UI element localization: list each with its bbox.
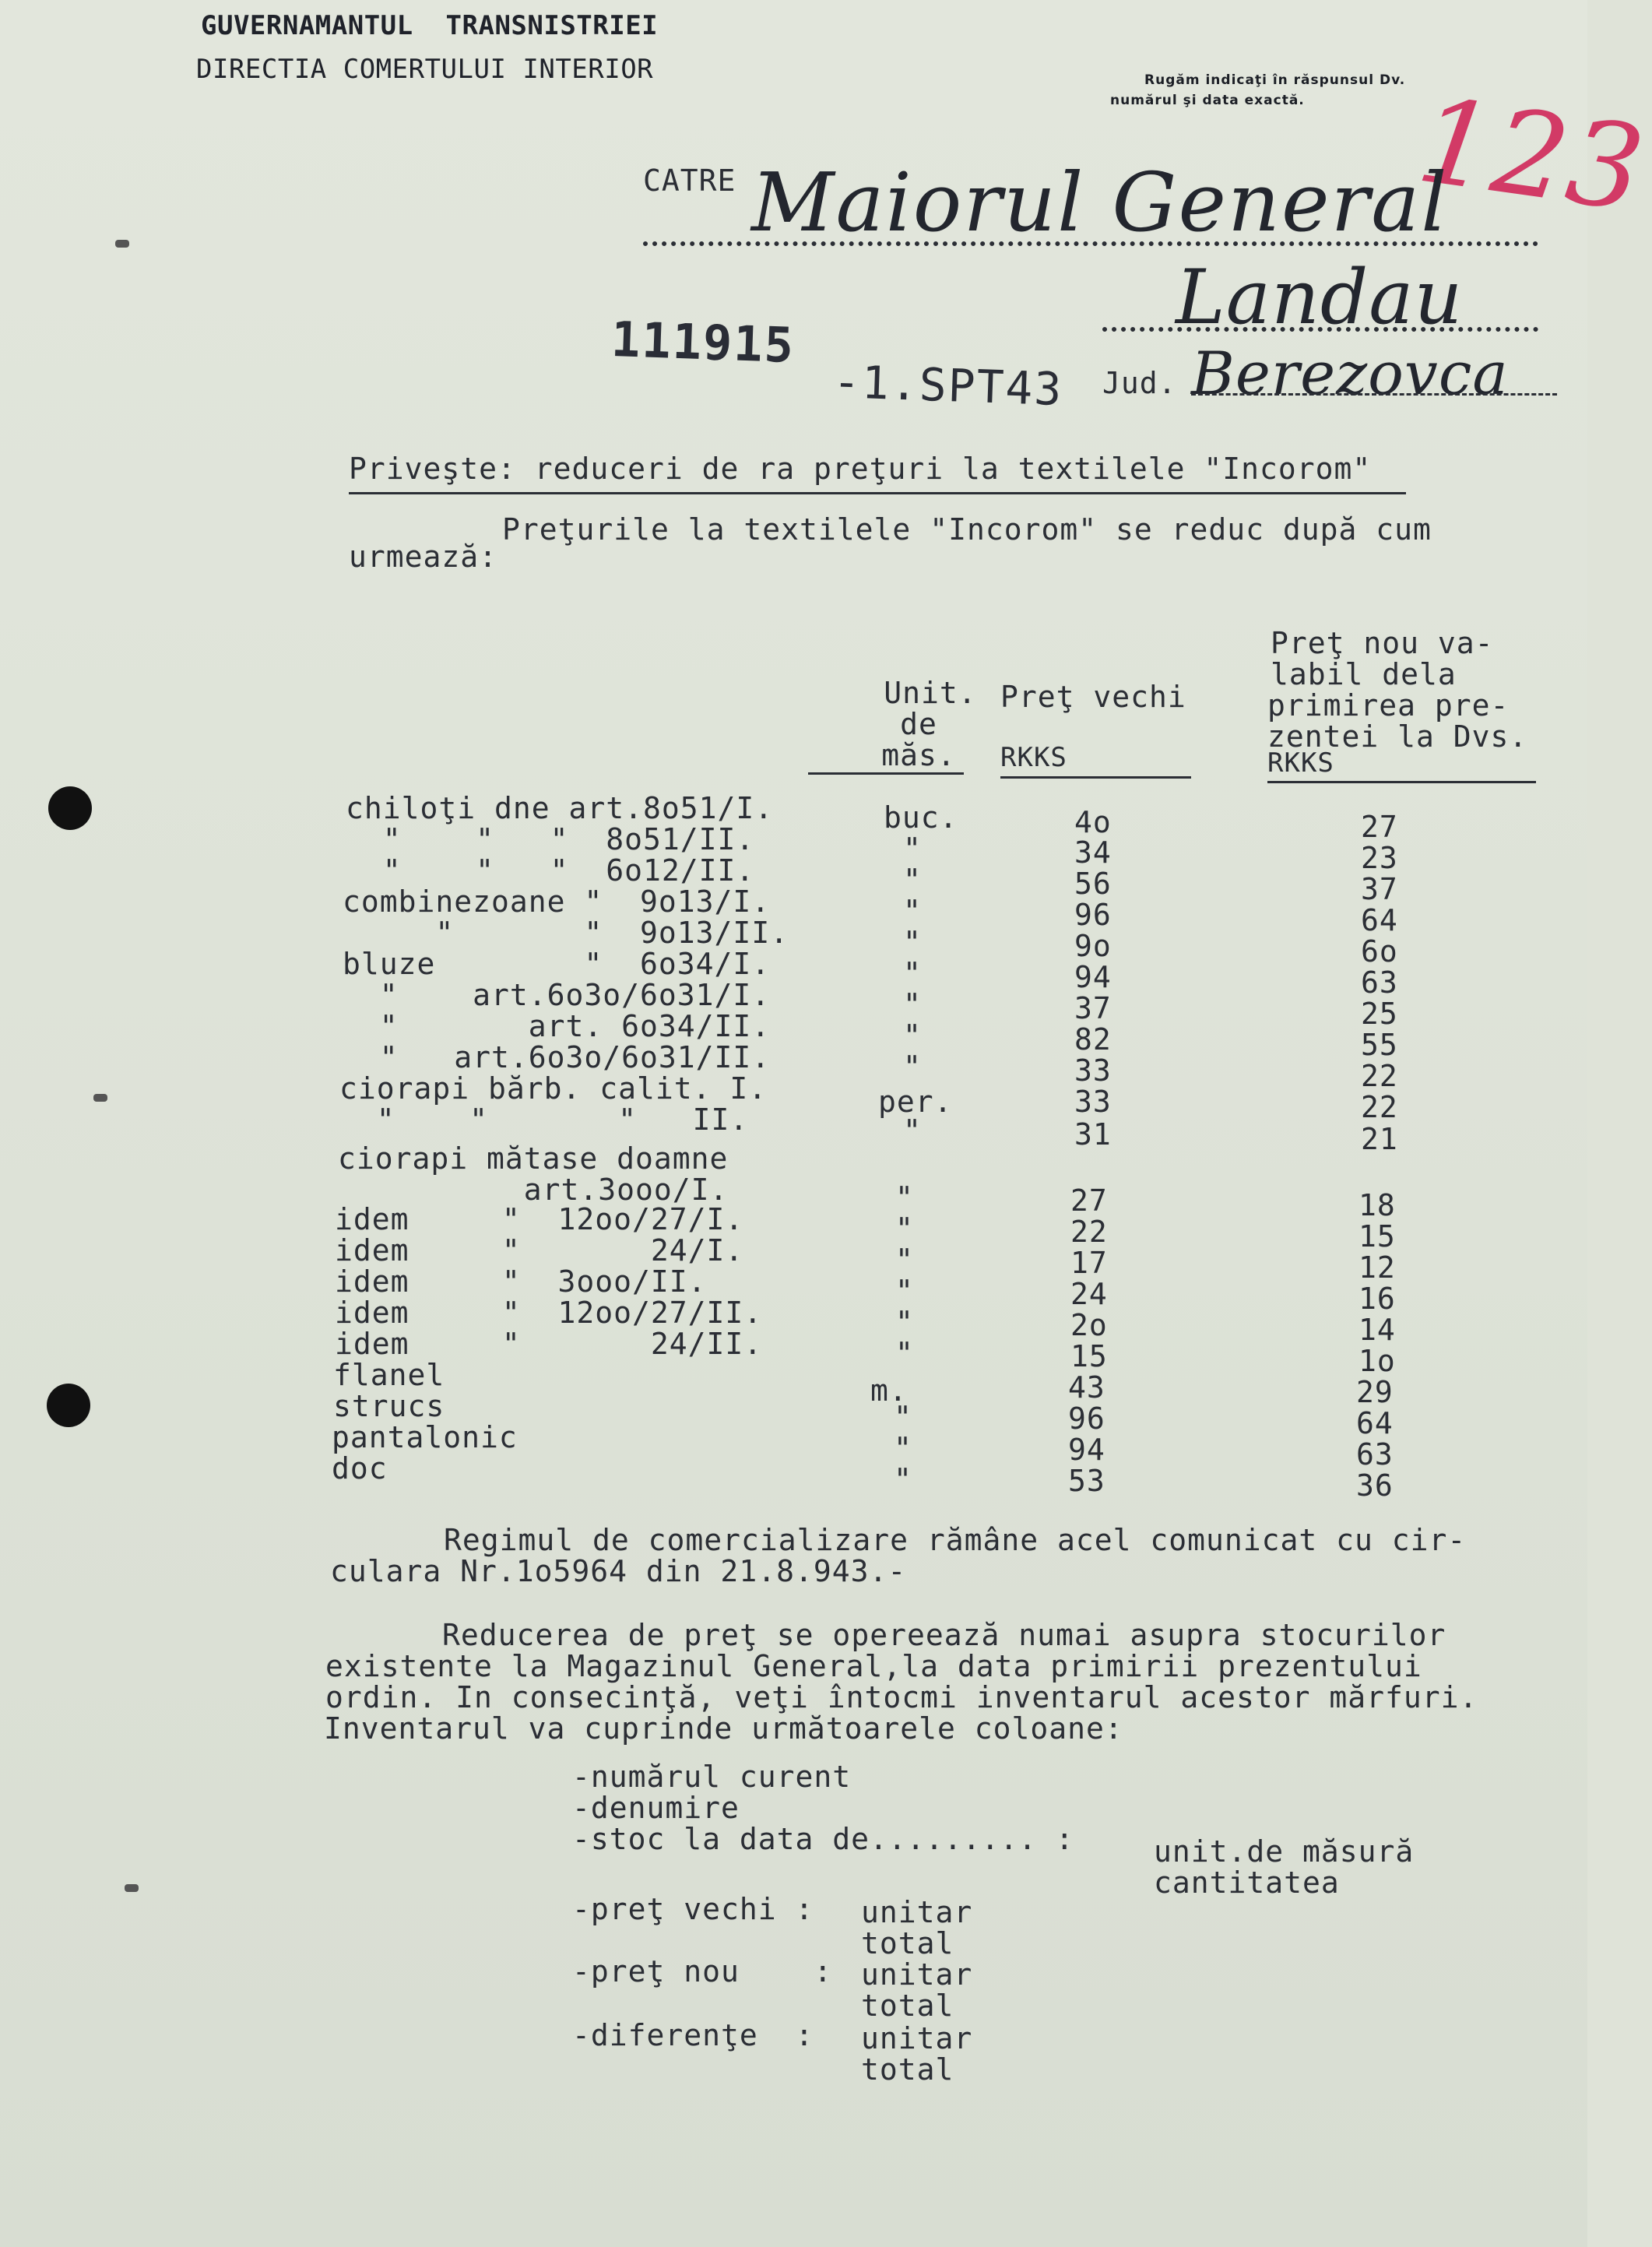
row-new: 6o [1361, 934, 1398, 969]
row-name: " art. 6o34/II. [343, 1009, 771, 1043]
row-name: " art.6o3o/6o31/II. [343, 1040, 771, 1074]
header-unit-underline [808, 772, 964, 775]
paragraph-2-line-1: Reducerea de preţ se opereează numai asupra stocurilor [442, 1618, 1446, 1652]
row-new: 12 [1359, 1250, 1396, 1285]
row-old: 33 [1074, 1085, 1112, 1119]
row-new: 25 [1361, 997, 1398, 1031]
header-new-1: Preţ nou va- [1271, 626, 1494, 660]
pret-vechi-unitar: unitar [861, 1895, 973, 1929]
row-unit: m. [870, 1373, 908, 1408]
row-unit: " [903, 1113, 922, 1148]
recipient-dotted-line-2 [1102, 327, 1538, 332]
header-line-2: DIRECTIA COMERTULUI INTERIOR [196, 54, 654, 85]
handwritten-number: 123 [1410, 72, 1652, 239]
header-unit-1: Unit. [884, 676, 977, 710]
diferente-unitar: unitar [861, 2021, 973, 2055]
paragraph-1-line-1: Regimul de comercializare rămâne acel comunicat cu cir- [444, 1523, 1467, 1557]
column-stoc-cantitate: cantitatea [1154, 1865, 1340, 1900]
row-old: 96 [1068, 1401, 1105, 1436]
row-unit: " [903, 863, 922, 897]
row-unit: " [903, 1018, 922, 1053]
row-new: 63 [1361, 965, 1398, 1000]
recipient-line-2: Landau [1176, 254, 1464, 341]
row-name: bluze " 6o34/I. [343, 947, 771, 981]
row-name: strucs [333, 1389, 445, 1423]
row-unit: " [895, 1243, 914, 1277]
column-denumire: -denumire [572, 1791, 740, 1825]
row-old: 34 [1074, 835, 1112, 870]
catre-label: CATRE [643, 164, 736, 198]
recipient-line-1: Maiorul General [751, 155, 1449, 250]
row-new: 29 [1356, 1375, 1394, 1409]
row-unit: " [894, 1462, 912, 1496]
jud-label: Jud. [1102, 366, 1177, 400]
row-unit: " [895, 1274, 914, 1308]
row-unit: " [894, 1431, 912, 1465]
pret-nou-total: total [861, 1989, 954, 2023]
row-new: 63 [1356, 1437, 1394, 1472]
row-name: ciorapi bărb. calit. I. [339, 1071, 768, 1106]
row-name: idem " 24/I. [335, 1233, 744, 1268]
row-new: 22 [1361, 1059, 1398, 1093]
row-new: 14 [1359, 1313, 1396, 1347]
row-unit: " [895, 1305, 914, 1339]
row-old: 94 [1074, 960, 1112, 994]
row-name: idem " 3ooo/II. [335, 1264, 707, 1299]
row-name: art.3ooo/I. [338, 1173, 729, 1207]
row-new: 18 [1359, 1188, 1396, 1222]
row-name: chiloţi dne art.8o51/I. [346, 791, 774, 825]
row-old: 96 [1074, 898, 1112, 932]
subject-underline [349, 492, 1406, 494]
margin-mark [125, 1884, 139, 1892]
jud-underline [1191, 393, 1557, 396]
column-diferente: -diferenţe : [572, 2018, 814, 2052]
row-unit: " [895, 1336, 914, 1370]
header-new-currency: RKKS [1267, 747, 1334, 779]
column-pret-vechi: -preţ vechi : [572, 1892, 814, 1926]
reply-note-line-2: numărul şi data exactă. [1110, 93, 1305, 108]
row-unit: " [903, 832, 922, 866]
row-unit: buc. [884, 800, 958, 835]
row-new: 55 [1361, 1028, 1398, 1062]
row-old: 17 [1070, 1246, 1108, 1280]
row-name: " art.6o3o/6o31/I. [343, 978, 771, 1012]
punch-hole-top [48, 786, 92, 830]
header-new-4: zentei la Dvs. [1267, 719, 1528, 754]
row-old: 4o [1074, 805, 1112, 839]
row-name: " " " II. [339, 1102, 749, 1137]
row-new: 64 [1361, 903, 1398, 937]
pret-vechi-total: total [861, 1926, 954, 1960]
row-unit: " [894, 1400, 912, 1434]
paragraph-1-line-2: culara Nr.1o5964 din 21.8.943.- [330, 1554, 907, 1588]
header-new-2: labil dela [1271, 657, 1457, 691]
paragraph-2-line-3: ordin. In consecinţă, veţi întocmi inventarul acestor mărfuri. [325, 1680, 1478, 1714]
row-unit: " [895, 1211, 914, 1246]
row-name: idem " 24/II. [335, 1327, 763, 1361]
intro-line-1: Preţurile la textilele "Incorom" se reduc după cum [502, 512, 1432, 547]
row-old: 43 [1068, 1370, 1105, 1405]
column-stoc: -stoc la data de......... : [572, 1822, 1074, 1856]
margin-mark [115, 240, 129, 248]
paragraph-2-line-2: existente la Magazinul General,la data primirii prezentului [325, 1649, 1422, 1683]
header-new-3: primirea pre- [1267, 688, 1510, 723]
row-name: flanel [333, 1358, 445, 1392]
row-new: 64 [1356, 1406, 1394, 1440]
row-name: idem " 12oo/27/I. [335, 1202, 744, 1236]
row-name: " " " 8o51/II. [346, 822, 755, 856]
row-name: pantalonic [332, 1420, 518, 1454]
header-unit-2: de [900, 707, 937, 741]
row-old: 9o [1074, 929, 1112, 963]
subject-line: Priveşte: reduceri de ra preţuri la textilele "Incorom" [349, 452, 1372, 486]
paragraph-2-line-4: Inventarul va cuprinde următoarele coloane: [324, 1711, 1123, 1746]
row-new: 36 [1356, 1468, 1394, 1503]
row-name: idem " 12oo/27/II. [335, 1296, 763, 1330]
header-old-currency: RKKS [1000, 742, 1067, 773]
diferente-total: total [861, 2052, 954, 2087]
row-unit: " [903, 1050, 922, 1084]
registration-number: 111915 [610, 310, 796, 374]
jud-value: Berezovca [1191, 339, 1509, 408]
row-name: " " 9o13/II. [343, 916, 789, 950]
punch-hole-bottom [47, 1384, 90, 1427]
margin-mark [93, 1094, 107, 1102]
row-old: 53 [1068, 1464, 1105, 1498]
row-new: 22 [1361, 1090, 1398, 1124]
header-line-1: GUVERNAMANTUL TRANSNISTRIEI [201, 10, 659, 41]
row-unit: " [903, 956, 922, 990]
header-new-underline [1267, 781, 1536, 783]
row-unit: " [903, 925, 922, 959]
header-unit-3: măs. [881, 738, 956, 772]
row-new: 37 [1361, 872, 1398, 906]
column-numar-curent: -numărul curent [572, 1760, 852, 1794]
row-old: 31 [1074, 1117, 1112, 1152]
row-old: 15 [1070, 1339, 1108, 1373]
row-old: 33 [1074, 1053, 1112, 1088]
registration-date: -1.SPT43 [831, 354, 1064, 417]
row-name: " " " 6o12/II. [346, 853, 755, 888]
header-old-underline [1000, 776, 1191, 779]
row-old: 22 [1070, 1215, 1108, 1249]
pret-nou-unitar: unitar [861, 1957, 973, 1992]
header-old-price: Preţ vechi [1000, 680, 1186, 714]
row-old: 94 [1068, 1433, 1105, 1467]
row-name: doc [332, 1451, 388, 1486]
row-old: 2o [1070, 1308, 1108, 1342]
row-old: 24 [1070, 1277, 1108, 1311]
row-unit: " [903, 987, 922, 1022]
row-new: 27 [1361, 810, 1398, 844]
row-old: 27 [1070, 1183, 1108, 1218]
row-old: 37 [1074, 991, 1112, 1025]
reply-note-line-1: Rugăm indicaţi în răspunsul Dv. [1144, 72, 1406, 88]
recipient-dotted-line-1 [643, 241, 1538, 246]
row-unit: per. [878, 1085, 953, 1119]
row-unit: " [903, 894, 922, 928]
row-new: 21 [1361, 1122, 1398, 1156]
row-new: 1o [1359, 1344, 1396, 1378]
column-pret-nou: -preţ nou : [572, 1954, 833, 1989]
row-new: 15 [1359, 1219, 1396, 1254]
row-name: ciorapi mătase doamne [338, 1141, 729, 1176]
row-new: 16 [1359, 1282, 1396, 1316]
row-old: 56 [1074, 867, 1112, 901]
column-stoc-unit: unit.de măsură [1154, 1834, 1415, 1869]
row-old: 82 [1074, 1022, 1112, 1057]
row-name: combinezoane " 9o13/I. [343, 884, 771, 919]
row-unit: " [895, 1180, 914, 1215]
intro-line-2: urmează: [349, 540, 498, 574]
row-new: 23 [1361, 841, 1398, 875]
